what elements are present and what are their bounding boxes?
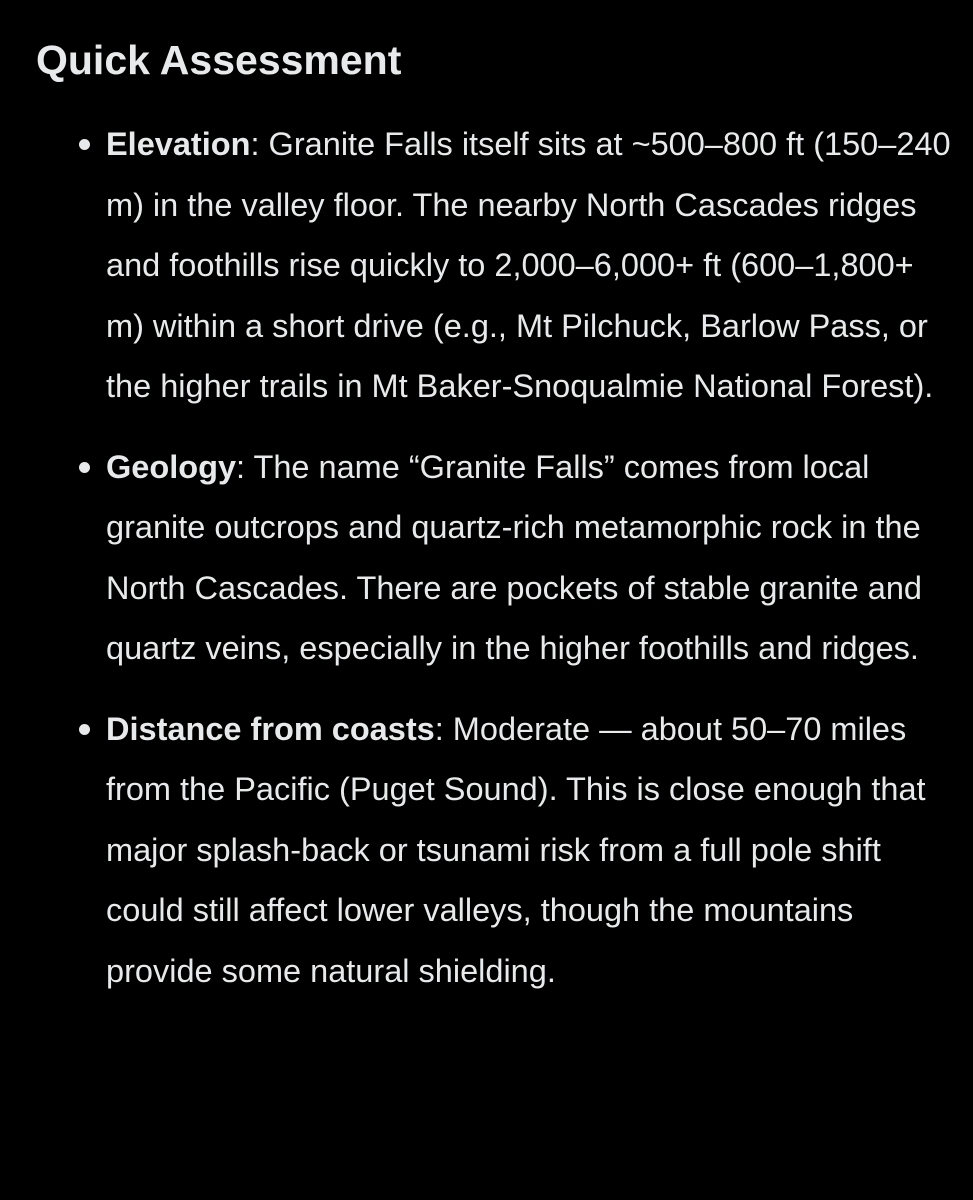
bullet-item-geology bbox=[36, 437, 953, 679]
bullet-term: Distance from coasts bbox=[106, 710, 435, 747]
bullet-separator: : bbox=[250, 126, 260, 162]
bullet-separator: : bbox=[236, 448, 246, 485]
bullet-text: Granite Falls itself sits at ~500–800 ft (150–240 m) in the valley floor. The nearby North Cascades ridges and foothills rise quickly to 2,000–6,000+ ft (600–1,800+ m) within a short drive (e.g., Mt Pilchuck, Barlow Pass, or the higher trails in Mt Baker-Snoqualmie National Forest). bbox=[106, 126, 951, 404]
bullet-dot-icon bbox=[79, 462, 90, 473]
bullet-item-distance-from-coasts bbox=[36, 699, 953, 1002]
bullet-item-elevation bbox=[36, 114, 953, 417]
bullet-text: Moderate — about 50–70 miles from the Pacific (Puget Sound). This is close enough that major splash-back or tsunami risk from a full pole shift could still affect lower valleys, though the mountains provide some natural shielding. bbox=[106, 710, 926, 989]
bullet-separator: : bbox=[434, 710, 444, 747]
bullet-text: The name “Granite Falls” comes from local granite outcrops and quartz-rich metamorphic rock in the North Cascades. There are pockets of stable granite and quartz veins, especially in the higher foothills and ridges. bbox=[106, 448, 922, 666]
bullet-term: Geology bbox=[106, 448, 237, 485]
section-heading: Quick Assessment bbox=[36, 37, 402, 83]
bullet-term: Elevation bbox=[106, 126, 251, 162]
bullet-dot-icon bbox=[79, 139, 90, 150]
bullet-list bbox=[36, 114, 953, 1001]
bullet-dot-icon bbox=[79, 724, 90, 735]
